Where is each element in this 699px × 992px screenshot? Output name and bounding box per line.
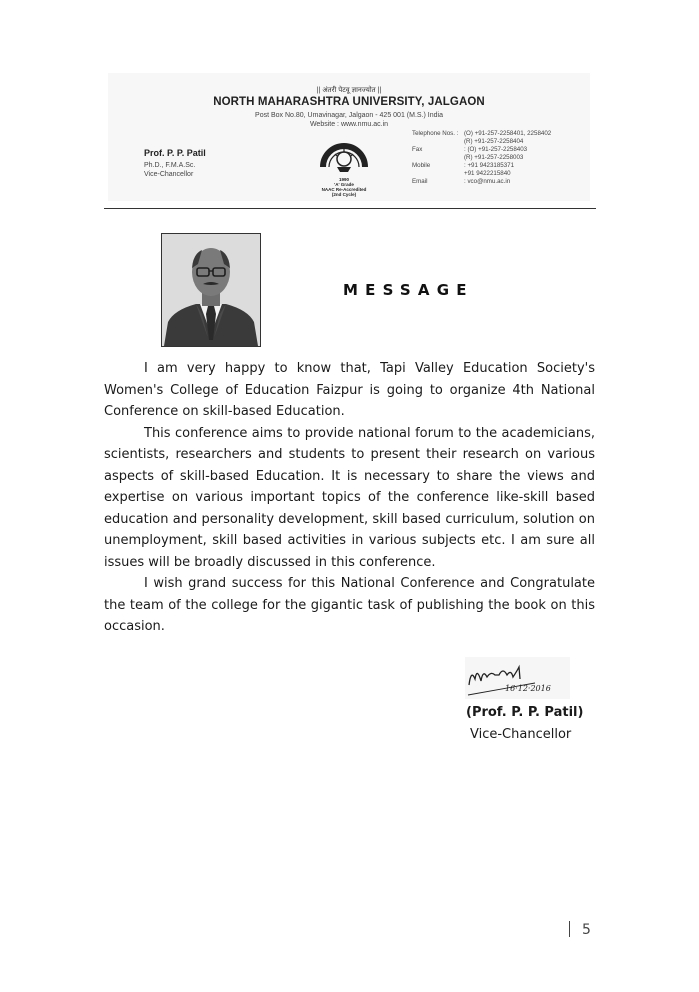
signature-scribble-icon bbox=[465, 657, 570, 699]
university-emblem-icon bbox=[317, 127, 371, 177]
header-divider bbox=[104, 208, 596, 209]
contact-row: (R) +91-257-2258003 bbox=[464, 154, 524, 161]
handwritten-signature bbox=[465, 657, 570, 699]
signatory-title: Vice-Chancellor bbox=[470, 727, 572, 742]
logo-caption: 1990 'A' Grade NAAC Re-Accredited (2nd Cycle) bbox=[321, 177, 367, 197]
officer-details bbox=[144, 161, 195, 179]
contact-row: Email : vco@nmu.ac.in bbox=[412, 178, 511, 185]
person-portrait-icon bbox=[162, 234, 260, 346]
page-number bbox=[569, 921, 591, 938]
message-paragraph: This conference aims to provide national forum to the academicians, scientists, researchers and students to present their research on various aspects of skill-based Education. It is necessary to share the views and expertise on various important topics of the conference like-skill based education and personality development, skill based curriculum, solution on unemployment, skill based activities in various subjects etc. I am sure all issues will be broadly discussed in this conference. bbox=[104, 425, 595, 570]
university-website: Website : www.nmu.ac.in bbox=[309, 121, 389, 128]
contact-row: (R) +91-257-2258404 bbox=[464, 138, 524, 145]
officer-title: Vice-Chancellor bbox=[144, 171, 194, 178]
signatory-name: (Prof. P. P. Patil) bbox=[466, 705, 584, 720]
contact-row: +91 9422215840 bbox=[464, 170, 511, 177]
message-title: MESSAGE bbox=[343, 281, 474, 299]
portrait-photo bbox=[161, 233, 261, 347]
university-name: NORTH MAHARASHTRA UNIVERSITY, JALGAON bbox=[213, 96, 485, 108]
contact-row: Mobile : +91 9423185371 bbox=[412, 162, 515, 169]
contact-row: Fax : (O) +91-257-2258403 bbox=[412, 146, 528, 153]
page-number-value: 5 bbox=[582, 922, 591, 938]
message-paragraph: I am very happy to know that, Tapi Valley Education Society's Women's College of Education Faizpur is going to organize 4th National Conference on skill-based Education. bbox=[104, 361, 595, 419]
page-number-separator bbox=[569, 921, 570, 937]
university-logo bbox=[317, 127, 371, 199]
message-paragraph: I wish grand success for this National Conference and Congratulate the team of the college for the gigantic task of publishing the book on this occasion. bbox=[104, 576, 595, 634]
message-body bbox=[104, 358, 595, 638]
contact-row: Telephone Nos. : (O) +91-257-2258401, 2258402 bbox=[412, 130, 552, 137]
officer-name: Prof. P. P. Patil bbox=[144, 148, 206, 158]
svg-text:16·12·2016: 16·12·2016 bbox=[505, 684, 551, 693]
letterhead bbox=[108, 73, 590, 201]
contact-info bbox=[412, 130, 551, 186]
officer-qualifications: Ph.D., F.M.A.Sc. bbox=[144, 162, 196, 169]
university-address: Post Box No.80, Umavinagar, Jalgaon - 425 001 (M.S.) India bbox=[255, 112, 443, 119]
university-motto: || अंतरी पेटवू ज्ञानज्योत || bbox=[316, 87, 382, 94]
